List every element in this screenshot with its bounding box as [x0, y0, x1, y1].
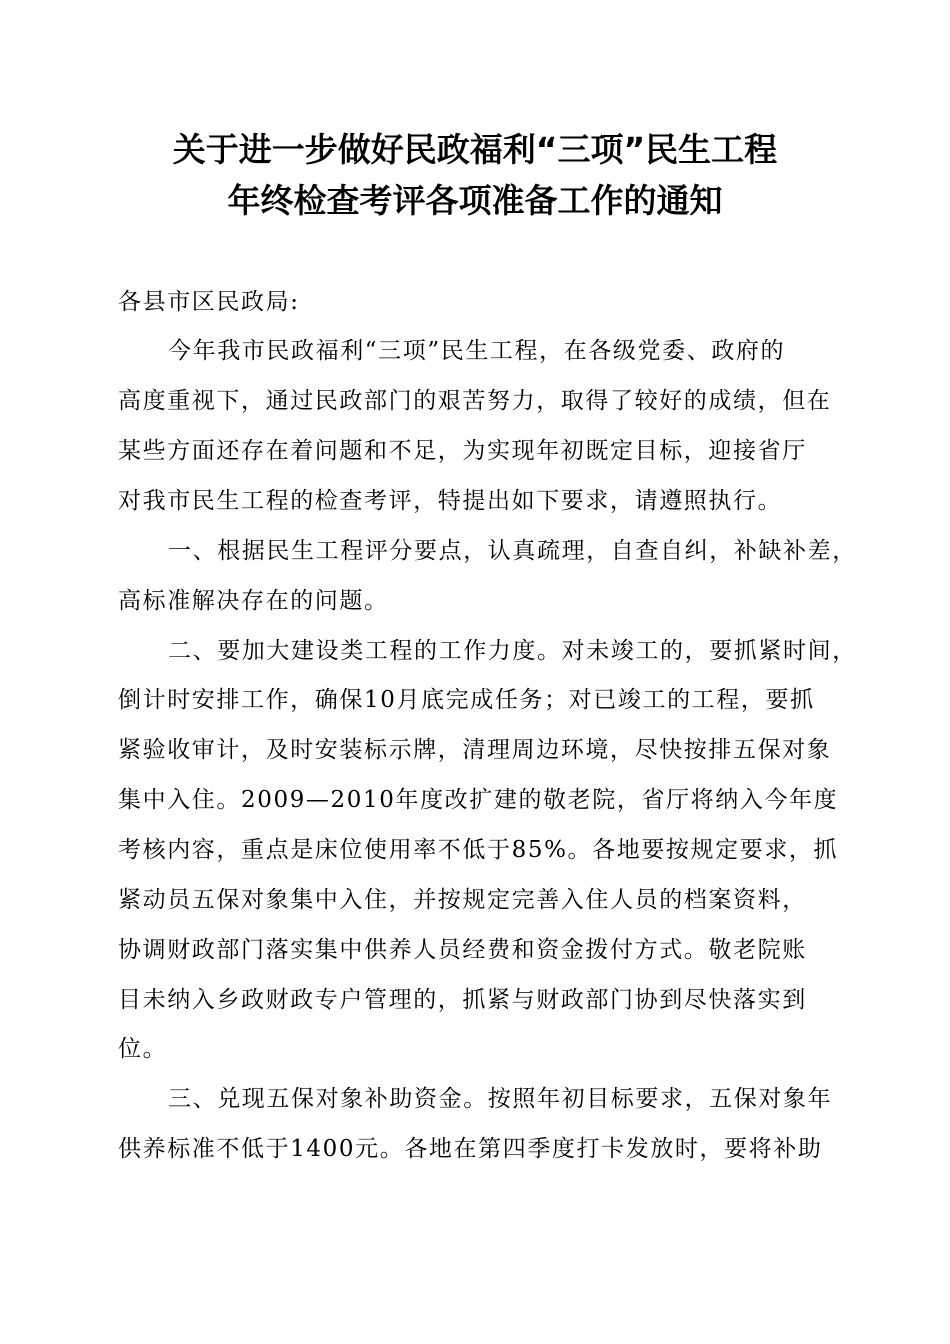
paragraph-item-2-line: 协调财政部门落实集中供养人员经费和资金拨付方式。敬老院账 [118, 937, 807, 963]
paragraph-item-2-line: 集中入住。2009—2010年度改扩建的敬老院，省厅将纳入今年度 [118, 787, 839, 813]
paragraph-intro-line: 今年我市民政福利“三项”民生工程，在各级党委、政府的 [168, 338, 786, 364]
document-title-line-2: 年终检查考评各项准备工作的通知 [227, 181, 723, 220]
paragraph-intro-line: 对我市民生工程的检查考评，特提出如下要求，请遵照执行。 [118, 488, 783, 514]
paragraph-item-3-line: 供养标准不低于1400元。各地在第四季度打卡发放时，要将补助 [118, 1136, 823, 1162]
paragraph-item-1-line: 高标准解决存在的问题。 [118, 588, 389, 614]
paragraph-intro-line: 高度重视下，通过民政部门的艰苦努力，取得了较好的成绩，但在 [118, 388, 832, 414]
paragraph-item-2-line: 紧动员五保对象集中入住，并按规定完善入住人员的档案资料， [118, 887, 807, 913]
paragraph-item-2-line: 位。 [118, 1036, 168, 1062]
document-title-line-1: 关于进一步做好民政福利“三项”民生工程 [172, 130, 778, 169]
paragraph-item-3-line: 三、兑现五保对象补助资金。按照年初目标要求，五保对象年 [168, 1086, 833, 1112]
paragraph-intro-line: 某些方面还存在着问题和不足，为实现年初既定目标，迎接省厅 [118, 438, 807, 464]
paragraph-item-2-line: 考核内容，重点是床位使用率不低于85%。各地要按规定要求，抓 [118, 837, 839, 863]
paragraph-item-2-line: 倒计时安排工作，确保10月底完成任务；对已竣工的工程，要抓 [118, 687, 815, 713]
salutation: 各县市区民政局: [118, 289, 300, 315]
paragraph-item-2-line: 目未纳入乡政财政专户管理的，抓紧与财政部门协到尽快落实到 [118, 987, 807, 1013]
paragraph-item-2-line: 紧验收审计，及时安装标示牌，清理周边环境，尽快按排五保对象 [118, 737, 832, 763]
paragraph-item-2-line: 二、要加大建设类工程的工作力度。对未竣工的，要抓紧时间， [168, 638, 857, 664]
paragraph-item-1-line: 一、根据民生工程评分要点，认真疏理，自查自纠，补缺补差， [168, 538, 857, 564]
